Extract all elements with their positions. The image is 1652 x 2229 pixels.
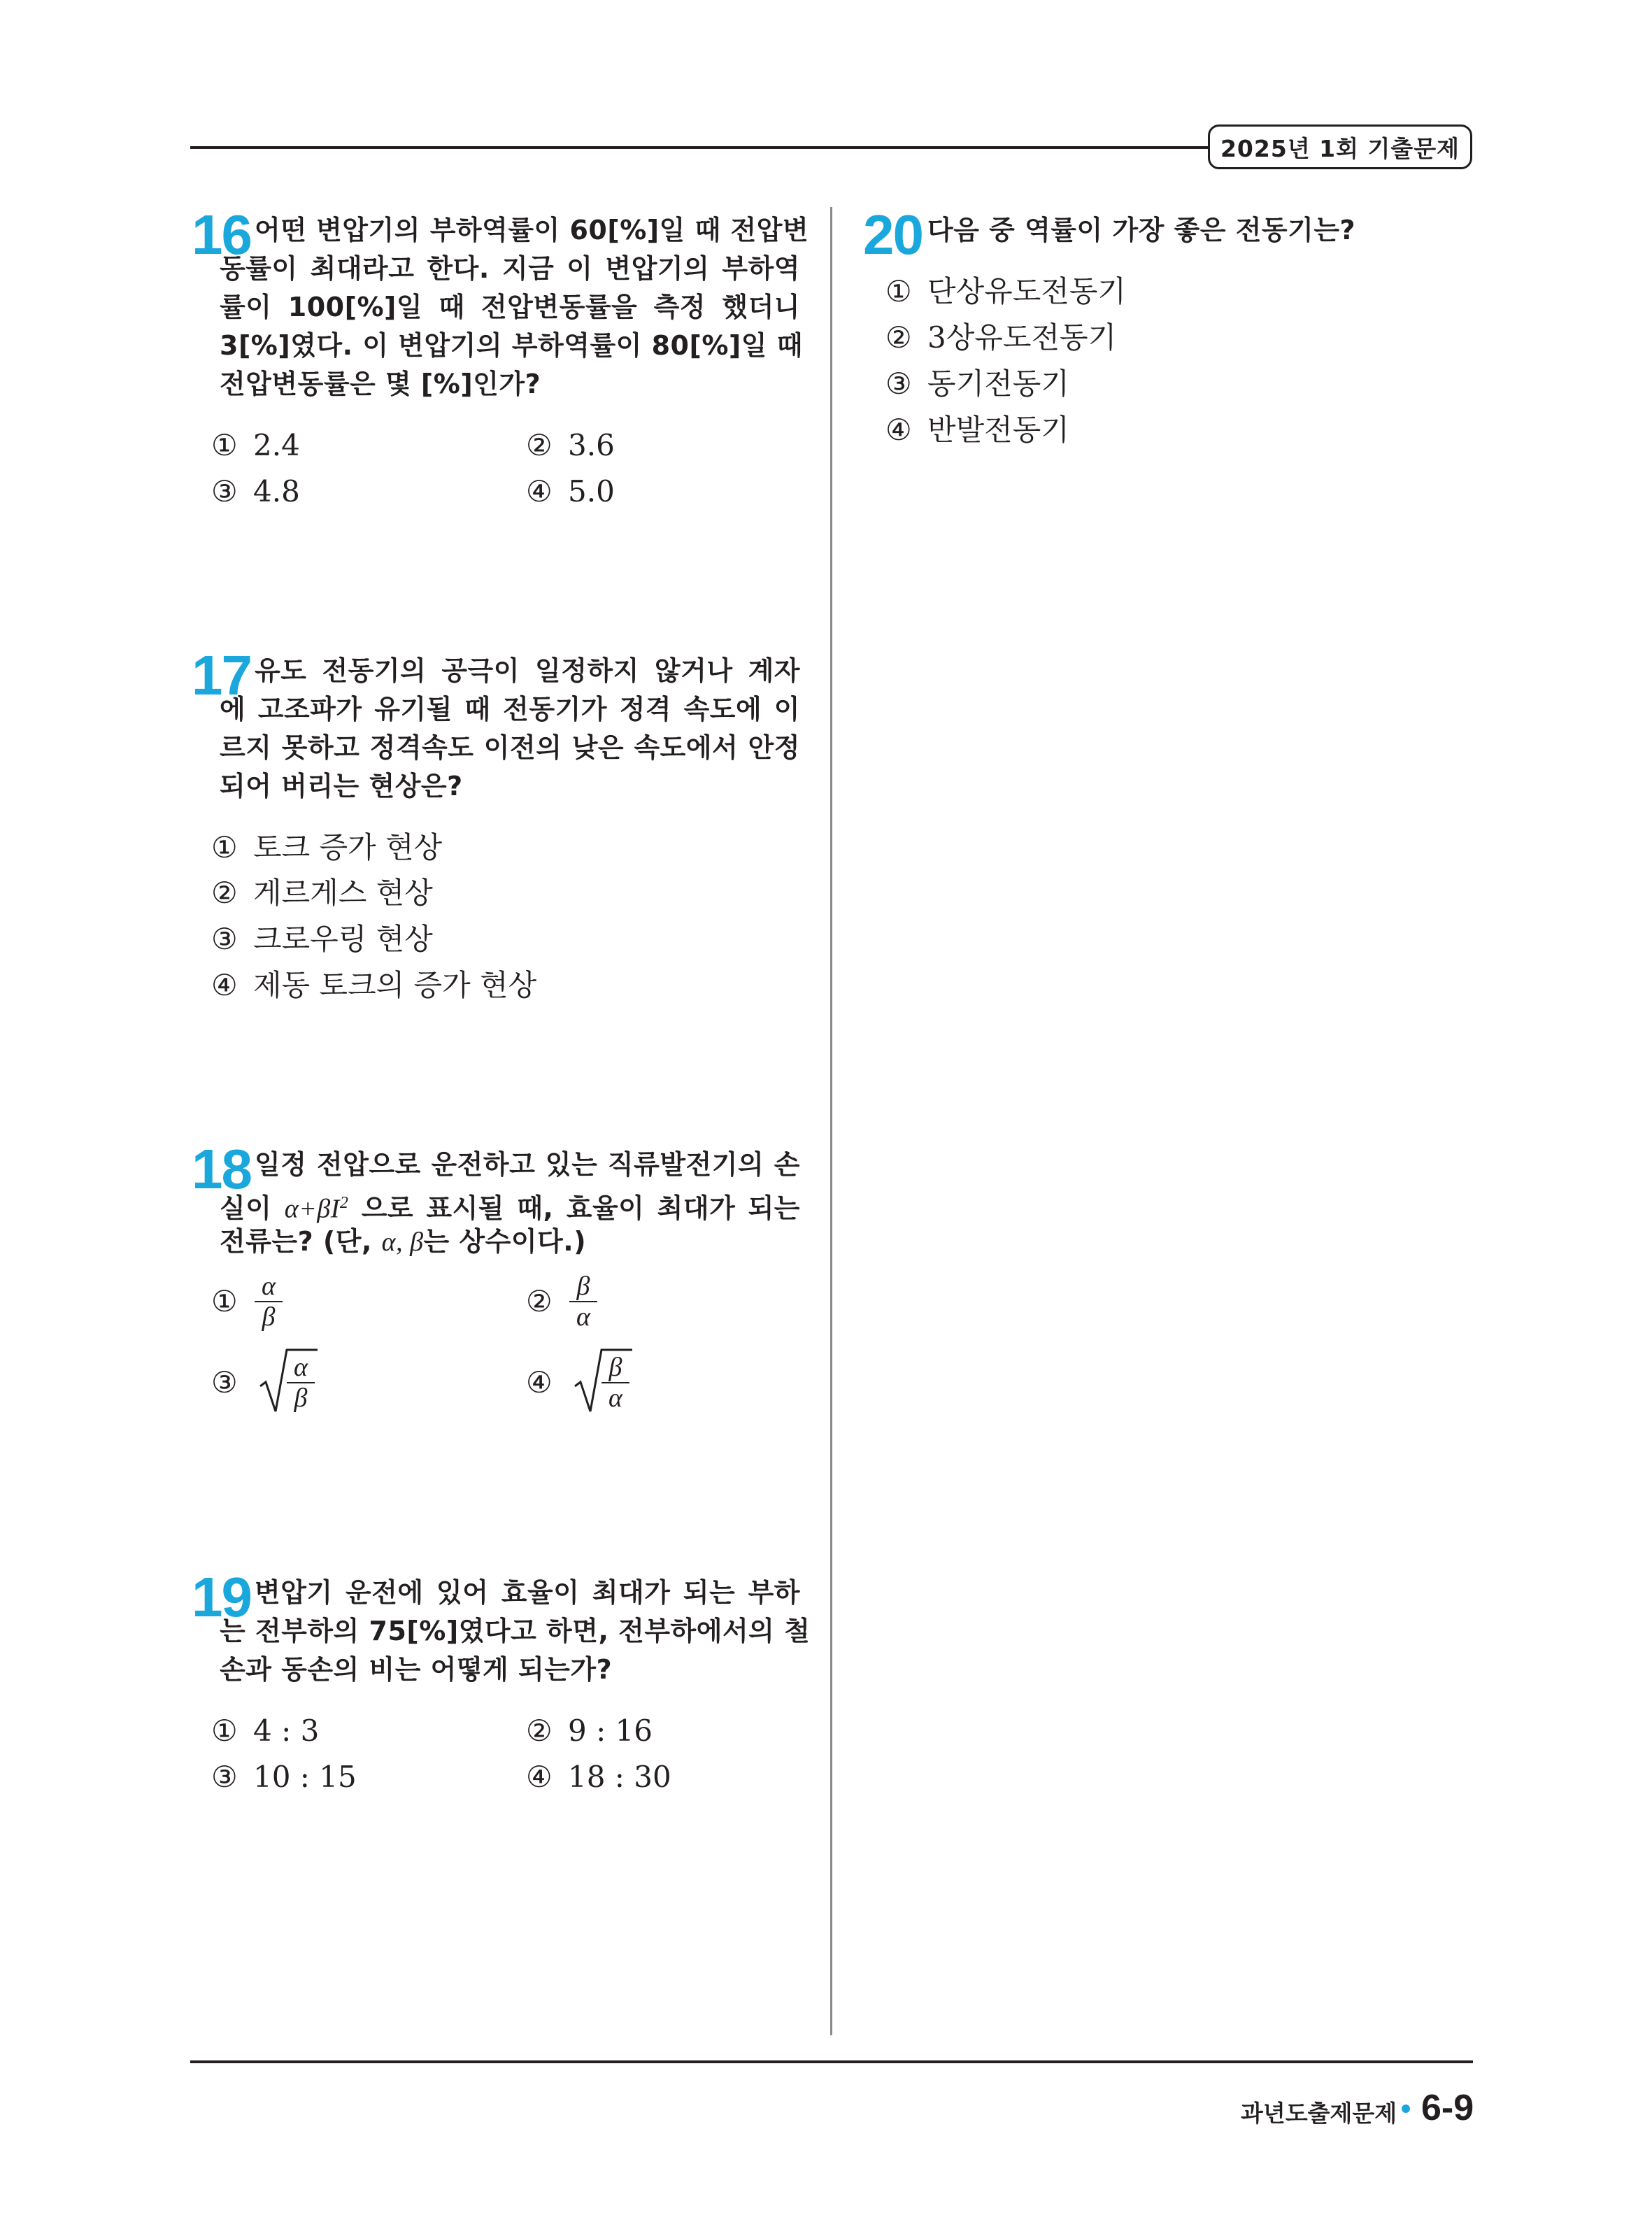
- option-text: 동기전동기: [927, 366, 1069, 401]
- question-17-stem: [220, 652, 800, 806]
- option-item[interactable]: [211, 968, 536, 1003]
- option-item[interactable]: [211, 1353, 308, 1413]
- numerator: β: [576, 1272, 590, 1301]
- option-mark: ①: [211, 1284, 238, 1318]
- option-mark: ①: [211, 428, 238, 462]
- option-item[interactable]: [211, 1760, 357, 1795]
- option-item[interactable]: [211, 428, 300, 463]
- question-16-number: 16: [192, 204, 251, 266]
- option-item[interactable]: [211, 1714, 319, 1749]
- option-text: 단상유도전동기: [927, 274, 1127, 308]
- option-mark: ④: [885, 413, 912, 447]
- option-mark: ①: [885, 274, 912, 308]
- option-text: 18 : 30: [568, 1760, 671, 1794]
- column-divider: [830, 207, 832, 2035]
- option-text: 반발전동기: [927, 413, 1069, 447]
- option-mark: ④: [526, 1760, 553, 1794]
- option-fraction: [569, 1272, 597, 1332]
- option-item[interactable]: [526, 474, 615, 509]
- denominator: β: [262, 1302, 276, 1332]
- question-16-stem: [220, 211, 809, 404]
- option-mark: ①: [211, 1714, 238, 1748]
- stem-line: 일정 전압으로 운전하고 있는 직류발전기의 손: [255, 1149, 800, 1180]
- footer-section-title: 과년도출제문제: [1241, 2100, 1397, 2127]
- constant-symbols: α, β: [381, 1227, 424, 1257]
- footer-rule: [190, 2060, 1473, 2063]
- exam-label-badge: 2025년 1회 기출문제: [1208, 124, 1472, 169]
- stem-text: 으로 표시될 때, 효율이 최대가 되는: [361, 1192, 800, 1224]
- option-text: 9 : 16: [568, 1714, 653, 1748]
- option-text: 10 : 15: [253, 1760, 357, 1794]
- stem-line: 유도 전동기의 공극이 일정하지 않거나 계자: [255, 655, 800, 686]
- option-text: 크로우링 현상: [253, 922, 433, 956]
- option-mark: ③: [211, 1760, 238, 1794]
- numerator: α: [262, 1272, 276, 1301]
- stem-line: 전압변동률은 몇 [%]인가?: [220, 369, 541, 399]
- footer-bullet-icon: [1402, 2105, 1410, 2113]
- stem-line: 손과 동손의 비는 어떻게 되는가?: [220, 1654, 613, 1685]
- option-text: 3상유도전동기: [927, 320, 1117, 355]
- stem-line: 어떤 변압기의 부하역률이 60[%]일 때 전압변: [255, 215, 809, 245]
- option-item[interactable]: [526, 1714, 653, 1749]
- stem-line: 르지 못하고 정격속도 이전의 낮은 속도에서 안정: [220, 732, 800, 763]
- header-rule: [190, 146, 1211, 149]
- question-18-stem: [220, 1146, 800, 1261]
- option-mark: ②: [885, 320, 912, 355]
- option-mark: ②: [526, 1284, 553, 1318]
- question-17-number: 17: [192, 644, 251, 706]
- stem-line: 동률이 최대라고 한다. 지금 이 변압기의 부하역: [220, 253, 800, 284]
- denominator: α: [576, 1302, 590, 1332]
- option-item[interactable]: [211, 474, 300, 509]
- option-text: 토크 증가 현상: [253, 830, 443, 864]
- option-item[interactable]: [526, 428, 615, 463]
- option-mark: ④: [526, 474, 553, 508]
- denominator: β: [294, 1383, 308, 1413]
- question-18-number: 18: [192, 1138, 251, 1200]
- option-mark: ④: [526, 1365, 553, 1400]
- option-item[interactable]: [211, 876, 433, 911]
- stem-text: 실이: [220, 1192, 272, 1224]
- stem-line: 되어 버리는 현상은?: [220, 771, 463, 802]
- option-text: 4.8: [253, 474, 300, 508]
- option-item[interactable]: [526, 1760, 671, 1795]
- option-text: 2.4: [253, 428, 300, 462]
- option-item[interactable]: [211, 830, 442, 865]
- stem-line: 는 전부하의 75[%]였다고 하면, 전부하에서의 철: [220, 1616, 811, 1646]
- stem-line: [220, 1184, 800, 1223]
- option-item[interactable]: [526, 1353, 622, 1413]
- stem-text: 전류는? (단,: [220, 1226, 372, 1257]
- formula-exponent: 2: [339, 1194, 349, 1212]
- option-item[interactable]: [211, 1272, 276, 1332]
- option-mark: ③: [211, 1365, 238, 1400]
- denominator: α: [608, 1383, 622, 1413]
- numerator: α: [294, 1353, 308, 1382]
- stem-line: 3[%]였다. 이 변압기의 부하역률이 80[%]일 때: [220, 330, 803, 361]
- option-mark: ①: [211, 830, 238, 864]
- option-item[interactable]: [211, 922, 433, 957]
- option-text: 4 : 3: [253, 1714, 320, 1748]
- option-text: 제동 토크의 증가 현상: [253, 968, 537, 1002]
- option-text: 5.0: [568, 474, 615, 508]
- option-fraction: [287, 1353, 315, 1413]
- option-fraction: [601, 1353, 629, 1413]
- page-number: 6-9: [1421, 2088, 1474, 2128]
- stem-line: 에 고조파가 유기될 때 전동기가 정격 속도에 이: [220, 694, 800, 725]
- stem-line: 변압기 운전에 있어 효율이 최대가 되는 부하: [255, 1577, 800, 1608]
- question-20-stem: [927, 211, 1473, 250]
- option-mark: ②: [526, 428, 553, 462]
- question-19-stem: [220, 1574, 811, 1689]
- option-mark: ④: [211, 968, 238, 1002]
- option-mark: ②: [526, 1714, 553, 1748]
- option-text: 3.6: [568, 428, 615, 462]
- option-item[interactable]: [885, 320, 1116, 355]
- stem-text: 는 상수이다.): [423, 1226, 587, 1257]
- option-text: 게르게스 현상: [253, 876, 433, 910]
- numerator: β: [608, 1353, 622, 1382]
- stem-line: 률이 100[%]일 때 전압변동률을 측정 했더니: [220, 292, 800, 322]
- stem-line: [220, 1223, 800, 1261]
- option-item[interactable]: [885, 413, 1069, 448]
- option-item[interactable]: [885, 366, 1069, 401]
- question-20-number: 20: [863, 204, 923, 266]
- option-item[interactable]: [526, 1272, 590, 1332]
- question-19-number: 19: [192, 1566, 251, 1628]
- stem-line: 다음 중 역률이 가장 좋은 전동기는?: [927, 215, 1356, 245]
- option-fraction: [255, 1272, 283, 1332]
- option-item[interactable]: [885, 274, 1126, 309]
- loss-formula: α+βI: [284, 1194, 340, 1224]
- option-mark: ②: [211, 876, 238, 910]
- option-mark: ③: [211, 922, 238, 956]
- option-mark: ③: [885, 366, 912, 401]
- option-mark: ③: [211, 474, 238, 508]
